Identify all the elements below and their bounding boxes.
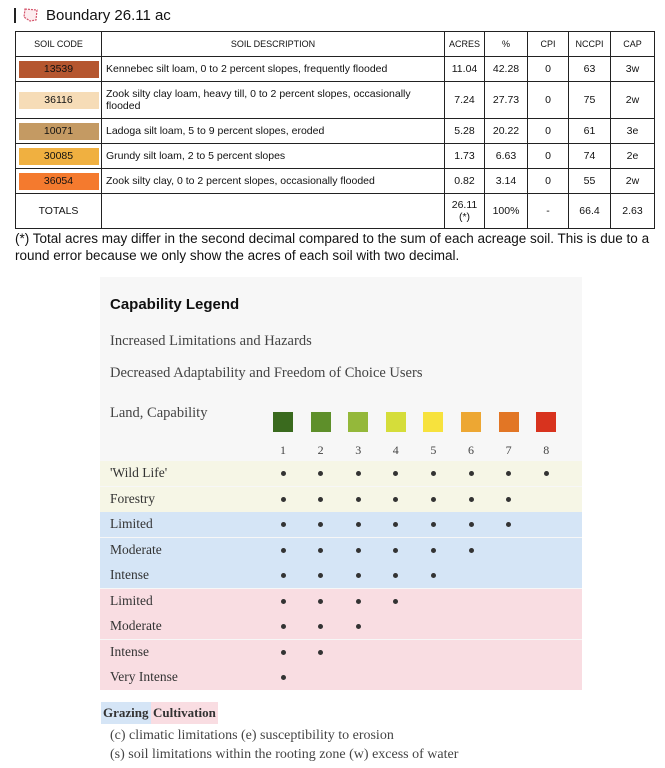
legend-land-capability-label: Land, Capability <box>110 405 208 421</box>
legend-footnote-sw: (s) soil limitations within the rooting zone (w) excess of water <box>110 747 459 762</box>
cap-cell: 3e <box>611 119 655 144</box>
cpi-cell: 0 <box>528 144 569 169</box>
acres-cell: 7.24 <box>445 82 485 119</box>
legend-row-label: Very Intense <box>110 669 178 684</box>
capability-dot <box>356 573 361 578</box>
legend-row <box>100 461 582 486</box>
capability-dot <box>544 471 549 476</box>
capability-dot <box>281 650 286 655</box>
soil-code-cell <box>16 169 102 194</box>
capability-class-6-swatch <box>461 412 481 432</box>
capability-dot <box>356 522 361 527</box>
column-header: CAP <box>611 32 655 57</box>
legend-row <box>100 589 582 614</box>
capability-dot <box>393 599 398 604</box>
legend-row-label: 'Wild Life' <box>110 465 168 480</box>
nccpi-cell: 63 <box>569 57 611 82</box>
table-row <box>16 82 655 119</box>
column-header: % <box>485 32 528 57</box>
column-header: NCCPI <box>569 32 611 57</box>
boundary-polygon-icon <box>22 7 40 23</box>
table-row <box>16 57 655 82</box>
boundary-title: Boundary 26.11 ac <box>46 6 171 24</box>
capability-dot <box>469 497 474 502</box>
nccpi-cell: 74 <box>569 144 611 169</box>
capability-dot <box>356 599 361 604</box>
rounding-note: (*) Total acres may differ in the second decimal compared to the sum of each acreage soil. This is due to a round error because we only show the acres of each soil with two decimal. <box>15 231 650 263</box>
capability-dot <box>431 471 436 476</box>
capability-dot <box>356 471 361 476</box>
totals-row <box>16 194 655 229</box>
acres-cell: 1.73 <box>445 144 485 169</box>
capability-dot <box>281 675 286 680</box>
legend-row <box>100 665 582 690</box>
soil-code-cell <box>16 57 102 82</box>
percent-cell: 3.14 <box>485 169 528 194</box>
capability-class-number: 7 <box>505 443 512 457</box>
soil-code-swatch: 30085 <box>19 148 99 165</box>
capability-dot <box>506 471 511 476</box>
cpi-cell: 0 <box>528 57 569 82</box>
capability-dot <box>281 624 286 629</box>
capability-dot <box>281 497 286 502</box>
capability-dot <box>469 471 474 476</box>
capability-dot <box>318 624 323 629</box>
capability-class-5-swatch <box>423 412 443 432</box>
legend-row <box>100 614 582 639</box>
capability-class-number: 8 <box>543 443 550 457</box>
totals-label: TOTALS <box>16 194 102 229</box>
legend-row-label: Intense <box>110 643 149 659</box>
capability-dot <box>431 548 436 553</box>
capability-class-8-swatch <box>536 412 556 432</box>
nccpi-cell: 61 <box>569 119 611 144</box>
soil-description-cell: Grundy silt loam, 2 to 5 percent slopes <box>102 144 445 169</box>
capability-dot <box>506 522 511 527</box>
soil-description-cell: Zook silty clay loam, heavy till, 0 to 2 percent slopes, occasionally flooded <box>102 82 445 119</box>
header <box>14 4 171 26</box>
legend-row <box>100 640 582 665</box>
acres-cell: 11.04 <box>445 57 485 82</box>
cap-cell: 2e <box>611 144 655 169</box>
percent-cell: 27.73 <box>485 82 528 119</box>
legend-key-grazing: Grazing <box>101 702 151 724</box>
cpi-cell: 0 <box>528 119 569 144</box>
capability-dot <box>431 497 436 502</box>
capability-class-7-swatch <box>499 412 519 432</box>
legend-row-label: Forestry <box>110 490 155 506</box>
capability-class-number: 2 <box>317 443 324 457</box>
legend-row <box>100 538 582 563</box>
nccpi-cell: 55 <box>569 169 611 194</box>
capability-dot <box>281 573 286 578</box>
capability-dot <box>318 599 323 604</box>
capability-dot <box>281 548 286 553</box>
capability-dot <box>393 522 398 527</box>
capability-class-1-swatch <box>273 412 293 432</box>
legend-row-label: Limited <box>110 592 153 608</box>
acres-cell: 5.28 <box>445 119 485 144</box>
cap-cell: 2w <box>611 82 655 119</box>
legend-title: Capability Legend <box>110 296 240 313</box>
capability-dot <box>318 573 323 578</box>
capability-dot <box>431 573 436 578</box>
table-row <box>16 119 655 144</box>
column-header: SOIL CODE <box>16 32 102 57</box>
capability-dot <box>393 497 398 502</box>
capability-class-number: 3 <box>355 443 362 457</box>
table-row <box>16 169 655 194</box>
soil-table <box>15 31 655 229</box>
capability-dot <box>281 471 286 476</box>
capability-class-2-swatch <box>311 412 331 432</box>
legend-row-label: Moderate <box>110 618 162 633</box>
capability-dot <box>281 599 286 604</box>
column-header: ACRES <box>445 32 485 57</box>
capability-dot <box>469 522 474 527</box>
capability-class-number: 6 <box>468 443 474 457</box>
cap-cell: 2w <box>611 169 655 194</box>
totals-nccpi: 66.4 <box>569 194 611 229</box>
column-header: SOIL DESCRIPTION <box>102 32 445 57</box>
header-divider <box>14 8 16 23</box>
capability-dot <box>431 522 436 527</box>
capability-dot <box>318 650 323 655</box>
capability-dot <box>281 522 286 527</box>
soil-code-cell <box>16 82 102 119</box>
capability-class-number: 5 <box>430 443 437 457</box>
nccpi-cell: 75 <box>569 82 611 119</box>
totals-percent: 100% <box>485 194 528 229</box>
soil-code-swatch: 36116 <box>19 92 99 109</box>
soil-code-swatch: 10071 <box>19 123 99 140</box>
capability-class-number: 4 <box>392 443 399 457</box>
table-header-row <box>16 32 655 57</box>
legend-row-label: Intense <box>110 567 149 582</box>
soil-code-cell <box>16 119 102 144</box>
capability-dot <box>318 471 323 476</box>
legend-row-label: Moderate <box>110 541 162 557</box>
soil-description-cell: Kennebec silt loam, 0 to 2 percent slopes, frequently flooded <box>102 57 445 82</box>
capability-dot <box>469 548 474 553</box>
capability-dot <box>318 522 323 527</box>
capability-dot <box>506 497 511 502</box>
soil-description-cell: Zook silty clay, 0 to 2 percent slopes, occasionally flooded <box>102 169 445 194</box>
cpi-cell: 0 <box>528 82 569 119</box>
capability-dot <box>318 497 323 502</box>
capability-class-3-swatch <box>348 412 368 432</box>
soil-code-swatch: 36054 <box>19 173 99 190</box>
percent-cell: 6.63 <box>485 144 528 169</box>
soil-code-swatch: 13539 <box>19 61 99 78</box>
capability-dot <box>356 497 361 502</box>
cpi-cell: 0 <box>528 169 569 194</box>
capability-dot <box>356 548 361 553</box>
percent-cell: 20.22 <box>485 119 528 144</box>
soil-description-cell: Ladoga silt loam, 5 to 9 percent slopes, eroded <box>102 119 445 144</box>
legend-row <box>100 487 582 512</box>
capability-dot <box>393 548 398 553</box>
legend-row <box>100 512 582 537</box>
legend-increased-limitations: Increased Limitations and Hazards <box>110 333 312 349</box>
capability-dot <box>393 573 398 578</box>
totals-empty-cell <box>102 194 445 229</box>
legend-decreased-adaptability: Decreased Adaptability and Freedom of Choice Users <box>110 365 423 381</box>
capability-dot <box>356 624 361 629</box>
column-header: CPI <box>528 32 569 57</box>
acres-cell: 0.82 <box>445 169 485 194</box>
legend-footnote-ce: (c) climatic limitations (e) susceptibility to erosion <box>110 728 394 743</box>
capability-dot <box>318 548 323 553</box>
legend-row <box>100 563 582 588</box>
totals-cpi: - <box>528 194 569 229</box>
percent-cell: 42.28 <box>485 57 528 82</box>
legend-row-label: Limited <box>110 516 153 531</box>
soil-code-cell <box>16 144 102 169</box>
totals-acres: 26.11(*) <box>445 194 485 229</box>
totals-cap: 2.63 <box>611 194 655 229</box>
capability-legend <box>100 277 582 690</box>
capability-dot <box>393 471 398 476</box>
capability-class-4-swatch <box>386 412 406 432</box>
cap-cell: 3w <box>611 57 655 82</box>
capability-class-number: 1 <box>280 443 286 457</box>
table-row <box>16 144 655 169</box>
legend-key-cultivation: Cultivation <box>151 702 218 724</box>
